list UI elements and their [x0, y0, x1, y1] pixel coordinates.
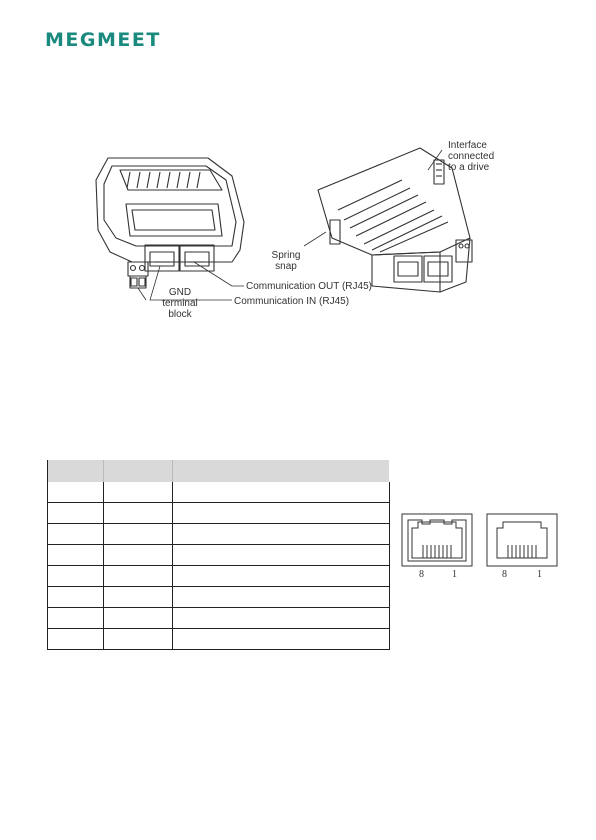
pin-label-1: 1 [452, 569, 457, 580]
pin-label-8: 8 [419, 569, 424, 580]
pin-label-8: 8 [502, 569, 507, 580]
interface-label: Interface connected to a drive [448, 140, 495, 173]
megmeet-logo: MEGMEET [45, 29, 161, 51]
comm-in-label: Communication IN (RJ45) [234, 296, 350, 307]
rj45-connector-right [487, 514, 557, 566]
pin-label-1: 1 [537, 569, 542, 580]
comm-out-label: Communication OUT (RJ45) [246, 281, 372, 292]
spring-snap-label: Spring snap [271, 250, 301, 272]
rj45-connector-left [402, 514, 472, 566]
gnd-label: GND terminal block [162, 287, 198, 320]
